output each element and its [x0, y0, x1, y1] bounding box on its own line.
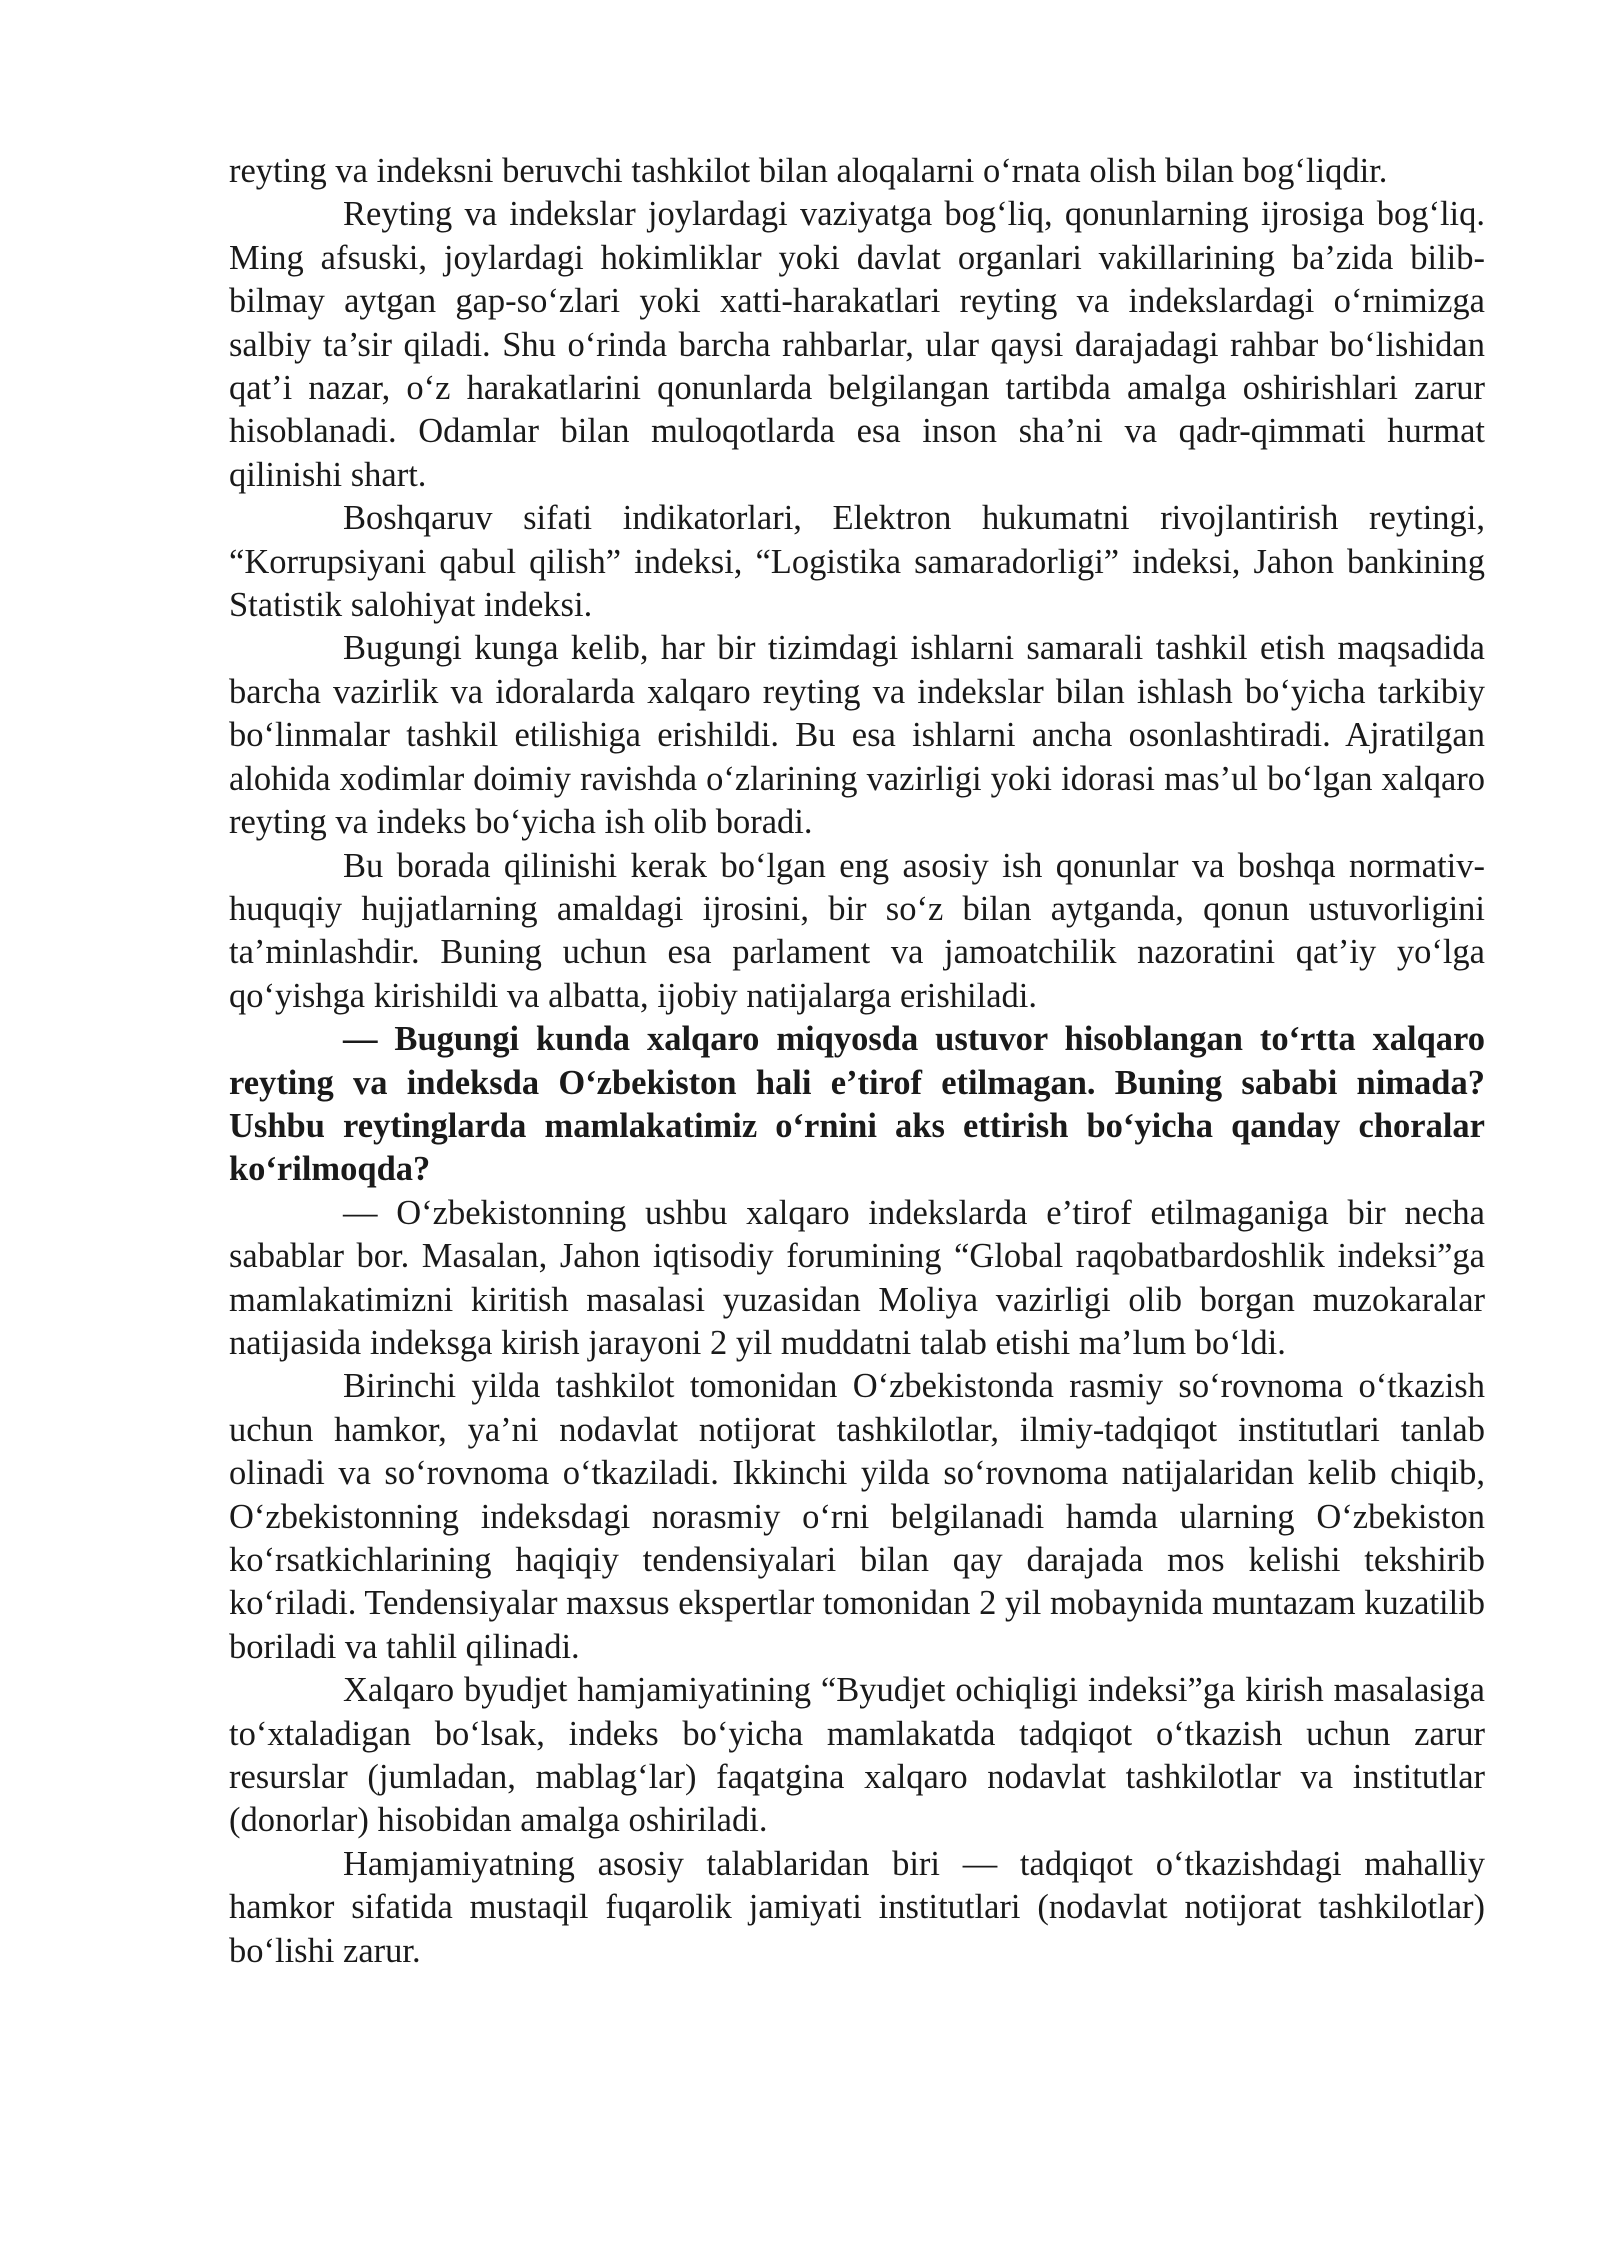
document-page [229, 150, 1485, 1973]
paragraph-indicators-list: Boshqaruv sifati indikatorlari, Elektron hukumatni rivojlantirish reytingi, “Korrupsiyani qabul qilish” indeksi, “Logistika samaradorligi” indeksi, Jahon bankining Statistik salohiyat indeksi. [229, 499, 1485, 625]
paragraph-continuation: reyting va indeksni beruvchi tashkilot bilan aloqalarni o‘rnata olish bilan bog‘liqdir. [229, 152, 1388, 190]
paragraph-local-partner: Hamjamiyatning asosiy talablaridan biri — tadqiqot o‘tkazishdagi mahalliy hamkor sifatida mustaqil fuqarolik jamiyati institutlari (nodavlat notijorat tashkilotlar) bo‘lishi zarur. [229, 1844, 1485, 1970]
paragraph-structural-units: Bugungi kunga kelib, har bir tizimdagi ishlarni samarali tashkil etish maqsadida barcha vazirlik va idoralarda xalqaro reyting va indekslar bilan ishlash bo‘yicha tarkibiy bo‘linmalar tashkil etilishiga erishildi. Bu esa ishlarni ancha osonlashtiradi. Ajratilgan alohida xodimlar doimiy ravishda o‘zlarining vazirligi yoki idorasi mas’ul bo‘lgan xalqaro reyting va indeks bo‘yicha ish olib boradi. [229, 629, 1485, 842]
interview-answer: — O‘zbekistonning ushbu xalqaro indekslarda e’tirof etilmaganiga bir necha sabablar bor. Masalan, Jahon iqtisodiy forumining “Global raqobatbardoshlik indeksi”ga mamlakatimizni kiritish masalasi yuzasidan Moliya vazirligi olib borgan muzokaralar natijasida indeksga kirish jarayoni 2 yil muddatni talab etishi ma’lum bo‘ldi. [229, 1193, 1485, 1362]
interview-question: — Bugungi kunda xalqaro miqyosda ustuvor hisoblangan to‘rtta xalqaro reyting va indeksda O‘zbekiston hali e’tirof etilmagan. Buning sababi nimada? Ushbu reytinglarda mamlakatimiz o‘rnini aks ettirish bo‘yicha qanday choralar ko‘rilmoqda? [229, 1020, 1485, 1189]
paragraph-budget-openness: Xalqaro byudjet hamjamiyatining “Byudjet ochiqligi indeksi”ga kirish masalasiga to‘xtaladigan bo‘lsak, indeks bo‘yicha mamlakatda tadqiqot o‘tkazish uchun zarur resurslar (jumladan, mablag‘lar) faqatgina xalqaro nodavlat tashkilotlar va institutlar (donorlar) hisobidan amalga oshiriladi. [229, 1671, 1485, 1840]
paragraph-rule-of-law: Bu borada qilinishi kerak bo‘lgan eng asosiy ish qonunlar va boshqa normativ-huquqiy hujjatlarning amaldagi ijrosini, bir so‘z bilan aytganda, qonun ustuvorligini ta’minlashdir. Buning uchun esa parlament va jamoatchilik nazoratini qat’iy yo‘lga qo‘yishga kirishildi va albatta, ijobiy natijalarga erishiladi. [229, 846, 1485, 1015]
paragraph-survey-process: Birinchi yilda tashkilot tomonidan O‘zbekistonda rasmiy so‘rovnoma o‘tkazish uchun hamkor, ya’ni nodavlat notijorat tashkilotlar, ilmiy-tadqiqot institutlari tanlab olinadi va so‘rovnoma o‘tkaziladi. Ikkinchi yilda so‘rovnoma natijalaridan kelib chiqib, O‘zbekistonning indeksdagi norasmiy o‘rni belgilanadi hamda ularning O‘zbekiston ko‘rsatkichlarining haqiqiy tendensiyalari bilan qay darajada mos kelishi tekshirib ko‘riladi. Tendensiyalar maxsus ekspertlar tomonidan 2 yil mobaynida muntazam kuzatilib boriladi va tahlil qilinadi. [229, 1367, 1485, 1666]
paragraph-ratings-dependence: Reyting va indekslar joylardagi vaziyatga bog‘liq, qonunlarning ijrosiga bog‘liq. Ming afsuski, joylardagi hokimliklar yoki davlat organlari vakillarining ba’zida bilib-bilmay aytgan gap-so‘zlari yoki xatti-harakatlari reyting va indekslardagi o‘rnimizga salbiy ta’sir qiladi. Shu o‘rinda barcha rahbarlar, ular qaysi darajadagi rahbar bo‘lishidan qat’i nazar, o‘z harakatlarini qonunlarda belgilangan tartibda amalga oshirishlari zarur hisoblanadi. Odamlar bilan muloqotlarda esa inson sha’ni va qadr-qimmati hurmat qilinishi shart. [229, 195, 1485, 494]
